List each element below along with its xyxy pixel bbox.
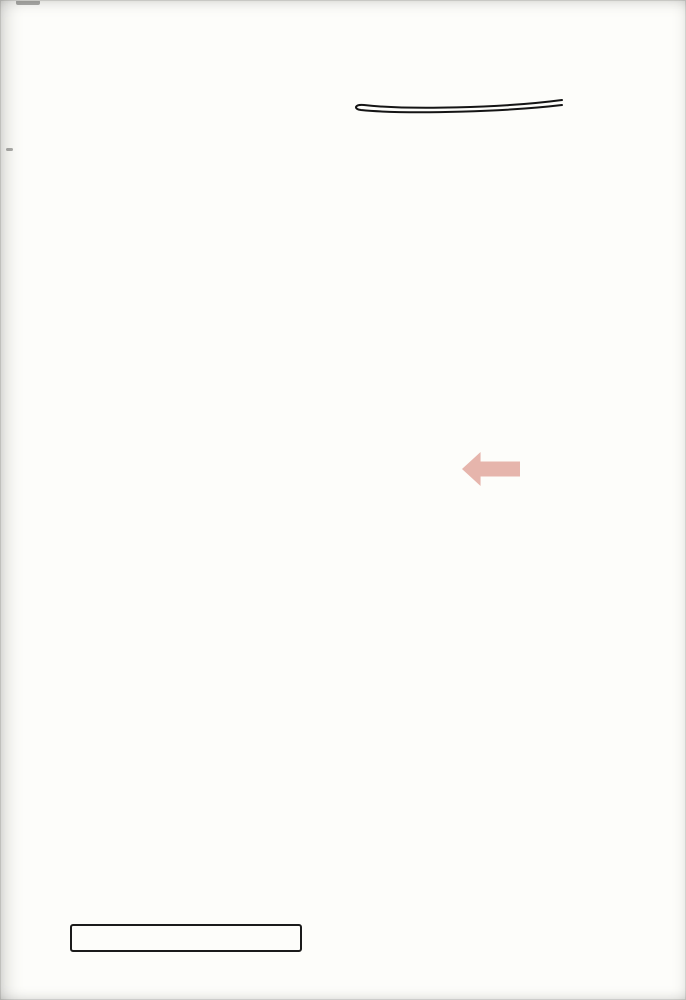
issue-box (70, 924, 302, 952)
scan-speck (16, 0, 40, 5)
masthead-flourish-icon (352, 95, 564, 117)
scan-speck (6, 148, 13, 151)
watermark-arrow-icon (462, 452, 520, 486)
